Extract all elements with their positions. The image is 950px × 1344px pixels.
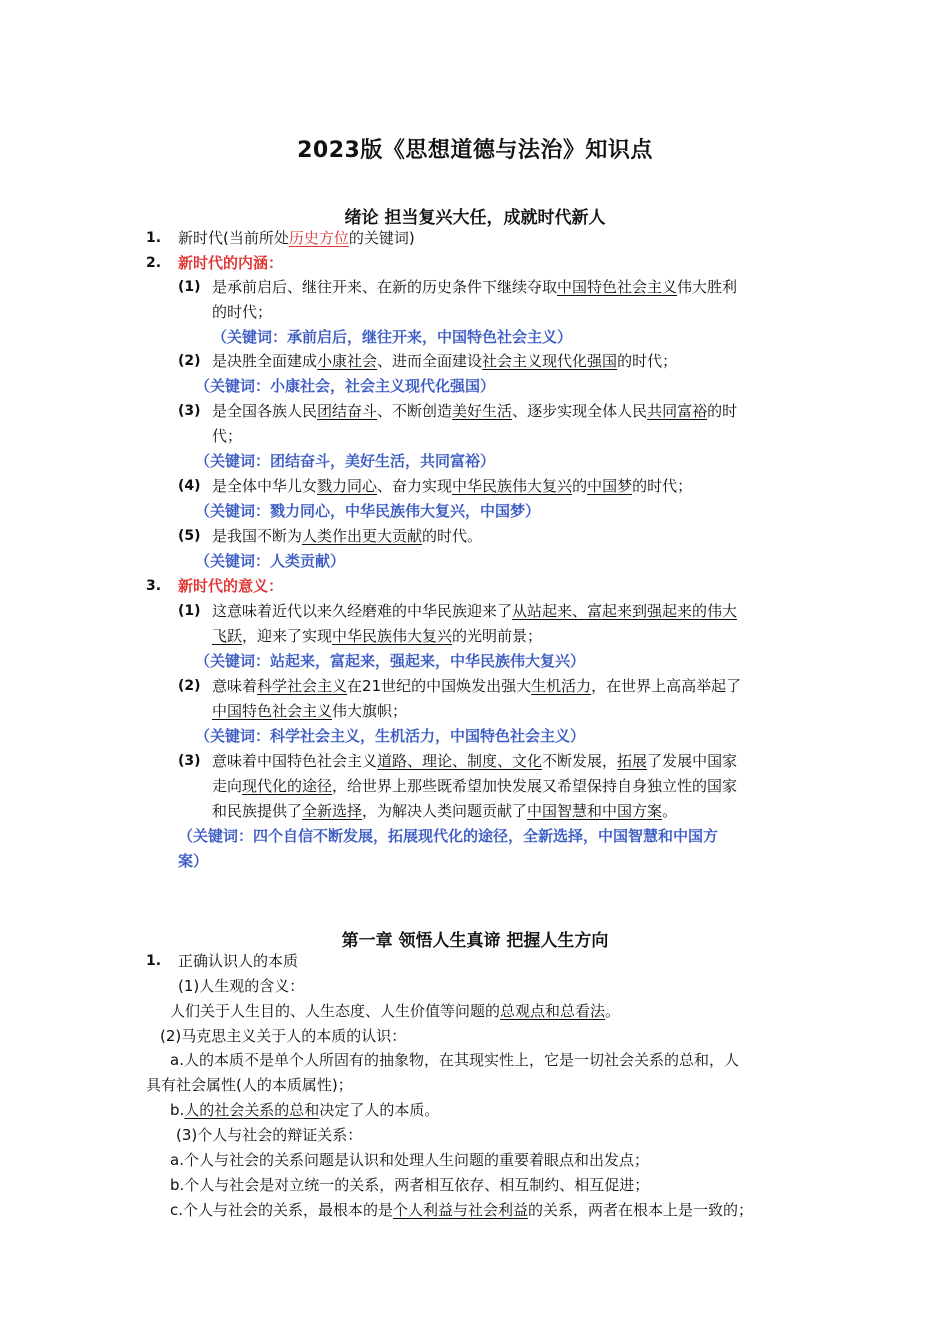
sub-number: (1) — [178, 279, 201, 295]
p3a-text: a.个人与社会的关系问题是认识和处理人生问题的重要着眼点和出发点； — [170, 1151, 649, 1169]
sub-text: 是承前启后、继往开来、在新的历史条件下继续夺取中国特色社会主义伟大胜利 — [212, 278, 738, 296]
sub-text: 是全国各族人民团结奋斗、不断创造美好生活、逐步实现全体人民共同富裕的时 — [212, 402, 738, 420]
document-title: 2023版《思想道德与法治》知识点 — [297, 138, 653, 163]
chapter1-item1: 正确认识人的本质 — [178, 952, 299, 970]
keywords: 案） — [178, 852, 209, 870]
sub-text: 是决胜全面建成小康社会、进而全面建设社会主义现代化强国的时代； — [212, 352, 678, 370]
sub-text: 中国特色社会主义伟大旗帜； — [212, 702, 408, 720]
item2-label: 新时代的内涵： — [178, 254, 284, 272]
sub-text: 意味着科学社会主义在21世纪的中国焕发出强大生机活力，在世界上高高举起了 — [212, 677, 742, 695]
p1-text: 人们关于人生目的、人生态度、人生价值等问题的总观点和总看法。 — [170, 1002, 621, 1020]
intro-heading: 绪论 担当复兴大任，成就时代新人 — [344, 208, 606, 228]
sub-text: 飞跃，迎来了实现中华民族伟大复兴的光明前景； — [212, 627, 543, 645]
keywords: （关键词：承前启后，继往开来，中国特色社会主义） — [212, 328, 573, 346]
chapter1-heading: 第一章 领悟人生真谛 把握人生方向 — [341, 931, 609, 951]
p2a-text: 具有社会属性(人的本质属性)； — [146, 1076, 353, 1094]
text: 新时代(当前所处 — [178, 229, 289, 247]
p3c-text: c.个人与社会的关系，最根本的是个人利益与社会利益的关系，两者在根本上是一致的； — [170, 1201, 754, 1219]
item-number: 1. — [146, 953, 162, 969]
keywords: （关键词：站起来，富起来，强起来，中华民族伟大复兴） — [195, 652, 586, 670]
keywords: （关键词：四个自信不断发展，拓展现代化的途径，全新选择，中国智慧和中国方 — [178, 827, 719, 845]
keywords: （关键词：戮力同心，中华民族伟大复兴，中国梦） — [195, 502, 541, 520]
p3b-text: b.个人与社会是对立统一的关系，两者相互依存、相互制约、相互促进； — [170, 1176, 650, 1194]
p3-heading: (3)个人与社会的辩证关系： — [176, 1126, 363, 1144]
item-number: 2. — [146, 255, 162, 271]
item-number: 1. — [146, 230, 162, 246]
sub-text: 这意味着近代以来久经磨难的中华民族迎来了从站起来、富起来到强起来的伟大 — [212, 602, 738, 620]
highlight-historic-position: 历史方位 — [288, 229, 349, 247]
sub-number: (3) — [178, 753, 201, 769]
sub-text: 和民族提供了全新选择，为解决人类问题贡献了中国智慧和中国方案。 — [212, 802, 678, 820]
text: 的关键词) — [348, 229, 415, 247]
sub-text: 的时代； — [212, 303, 273, 321]
sub-text: 是全体中华儿女戮力同心、奋力实现中华民族伟大复兴的中国梦的时代； — [212, 477, 693, 495]
p2a-text: a.人的本质不是单个人所固有的抽象物，在其现实性上，它是一切社会关系的总和，人 — [170, 1051, 739, 1069]
keywords: （关键词：科学社会主义，生机活力，中国特色社会主义） — [195, 727, 586, 745]
sub-number: (1) — [178, 603, 201, 619]
p2-heading: (2)马克思主义关于人的本质的认识： — [160, 1027, 407, 1045]
sub-number: (2) — [178, 678, 201, 694]
p2b-text: b.人的社会关系的总和决定了人的本质。 — [170, 1101, 440, 1119]
sub-text: 是我国不断为人类作出更大贡献的时代。 — [212, 527, 483, 545]
sub-text: 代； — [212, 427, 243, 445]
sub-number: (3) — [178, 403, 201, 419]
keywords: （关键词：人类贡献） — [195, 552, 346, 570]
sub-number: (5) — [178, 528, 201, 544]
p1-heading: (1)人生观的含义： — [178, 977, 305, 995]
sub-number: (4) — [178, 478, 201, 494]
keywords: （关键词：小康社会，社会主义现代化强国） — [195, 377, 496, 395]
item-number: 3. — [146, 578, 162, 594]
sub-number: (2) — [178, 353, 201, 369]
item3-label: 新时代的意义： — [178, 577, 284, 595]
sub-text: 走向现代化的途径，给世界上那些既希望加快发展又希望保持自身独立性的国家 — [212, 777, 738, 795]
sub-text: 意味着中国特色社会主义道路、理论、制度、文化不断发展，拓展了发展中国家 — [212, 752, 738, 770]
intro-item1 — [178, 228, 415, 248]
keywords: （关键词：团结奋斗，美好生活，共同富裕） — [195, 452, 496, 470]
